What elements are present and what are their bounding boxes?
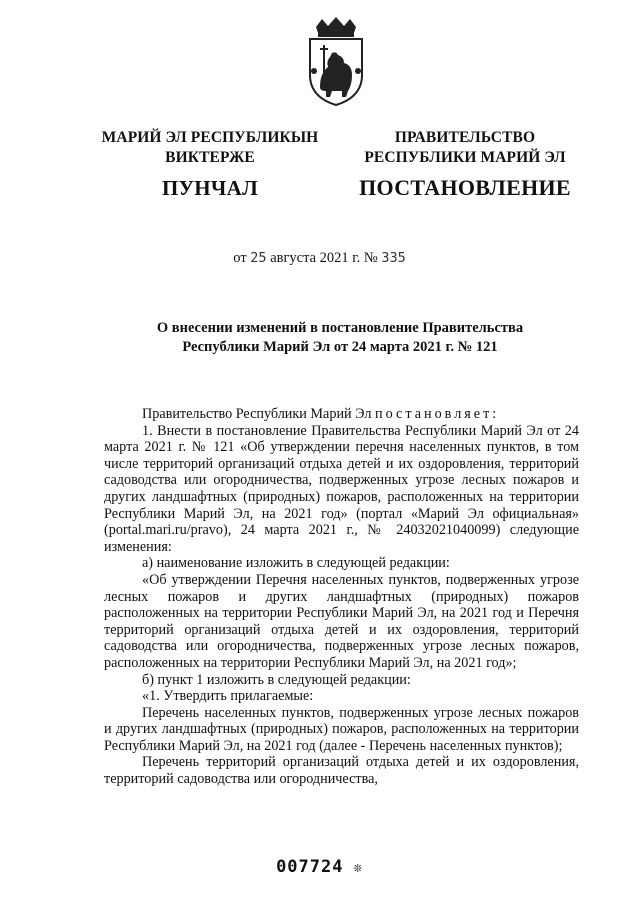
title-line1: О внесении изменений в постановление Правительства <box>156 320 524 336</box>
body-p1-spaced: постановляет: <box>374 406 500 422</box>
header-right-line1: ПРАВИТЕЛЬСТВО <box>394 129 536 146</box>
body-paragraph-5: б) пункт 1 изложить в следующей редакции: <box>142 671 411 688</box>
header-left <box>90 128 330 201</box>
body-paragraph-3: а) наименование изложить в следующей редакции: <box>142 555 450 572</box>
header-left-line1: МАРИЙ ЭЛ РЕСПУБЛИКЫН <box>101 129 319 146</box>
header-right-line2: РЕСПУБЛИКИ МАРИЙ ЭЛ <box>364 149 566 166</box>
body-paragraph-8: Перечень территорий организаций отдыха детей и их оздоровления, территорий садоводства или огородничества, <box>104 754 579 788</box>
title-line2: Республики Марий Эл от 24 марта 2021 г. № 121 <box>182 339 498 355</box>
header-left-doc-type: ПУНЧАЛ <box>161 176 259 200</box>
body-paragraph-2: 1. Внести в постановление Правительства Республики Марий Эл от 24 марта 2021 г. № 121 «Об утверждении перечня населенных пунктов, в том числе территорий организаций отдыха детей и их оздоровления, территорий садоводства или огородничества, подверженных угрозе лесных пожаров и других ландшафтных (природных) пожаров, расположенных на территории Республики Марий Эл, на 2021 год» (портал «Марий Эл официальная» (portal.mari.ru/pravo), 24 марта 2021 г., № 24032021040099) следующие изменения: <box>104 422 579 555</box>
header-right <box>345 128 585 201</box>
ornament-icon: ❊ <box>353 860 363 876</box>
body-paragraph-4: «Об утверждении Перечня населенных пунктов, подверженных угрозе лесных пожаров и других ландшафтных (природных) пожаров расположенных на территории Республики Марий Эл, на 2021 год и Перечня территорий организаций отдыха детей и их оздоровления, территорий садоводства или огородничества, подверженных угрозе лесных пожаров, расположенных на территории Республики Марий Эл, на 2021 год»; <box>104 571 579 671</box>
date-prefix: от <box>233 250 247 266</box>
body-p1-start: Правительство Республики Марий Эл <box>142 406 372 422</box>
serial-number: 007724 <box>276 857 344 877</box>
header-right-doc-type: ПОСТАНОВЛЕНИЕ <box>359 175 571 200</box>
body-paragraph-6: «1. Утвердить прилагаемые: <box>142 688 314 705</box>
footer-serial <box>0 857 639 877</box>
date-day: 25 <box>250 250 267 266</box>
header-left-line2: ВИКТЕРЖЕ <box>165 149 255 166</box>
date-line <box>0 250 639 267</box>
document-title <box>110 319 570 357</box>
body-paragraph-1 <box>104 406 579 423</box>
document-number: 335 <box>381 250 406 266</box>
coat-of-arms-bear-icon <box>302 17 370 107</box>
date-month-year: августа 2021 г. № <box>270 250 378 266</box>
document-body <box>104 406 579 788</box>
body-paragraph-7: Перечень населенных пунктов, подверженных угрозе лесных пожаров и других ландшафтных (природных) пожаров, расположенных на территории Республики Марий Эл, на 2021 год (далее - Перечень населенных пунктов); <box>104 704 579 754</box>
